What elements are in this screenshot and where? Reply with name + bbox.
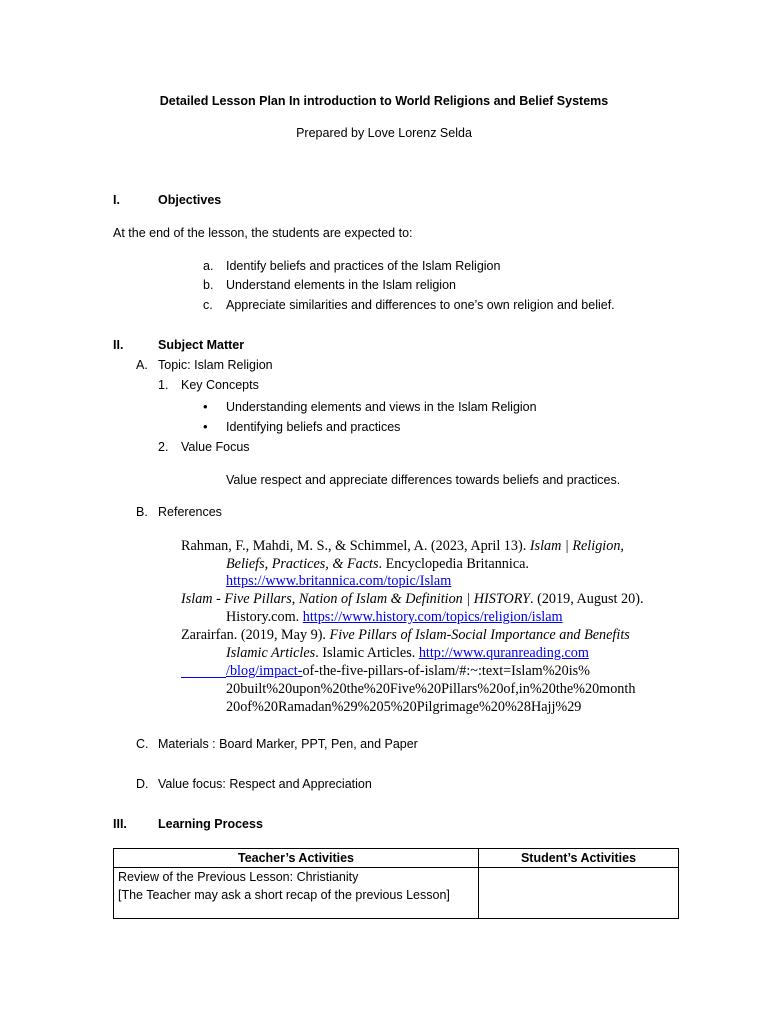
reference-2-line-2: History.com. https://www.history.com/topics/religion/islam bbox=[226, 609, 563, 625]
reference-1-line-2: Beliefs, Practices, & Facts. Encyclopedia Britannica. bbox=[226, 556, 529, 572]
objective-item: Understand elements in the Islam religion bbox=[226, 278, 456, 292]
section-number-objectives: I. bbox=[113, 193, 120, 207]
key-concepts-marker: 1. bbox=[158, 378, 169, 392]
materials: Materials : Board Marker, PPT, Pen, and Paper bbox=[158, 737, 418, 751]
section-number-subject-matter: II. bbox=[113, 338, 124, 352]
value-focus-d-marker: D. bbox=[136, 777, 149, 791]
reference-2-link[interactable]: https://www.history.com/topics/religion/islam bbox=[302, 609, 563, 625]
section-number-learning-process: III. bbox=[113, 817, 127, 831]
reference-1-line-1: Rahman, F., Mahdi, M. S., & Schimmel, A. (2023, April 13). Islam | Religion, bbox=[181, 538, 624, 554]
key-concept-item: Identifying beliefs and practices bbox=[226, 420, 401, 434]
section-heading-subject-matter: Subject Matter bbox=[158, 338, 245, 352]
document-title: Detailed Lesson Plan In introduction to World Religions and Belief Systems bbox=[159, 94, 609, 108]
teacher-activity-cell bbox=[114, 868, 479, 919]
student-activities-header: Student’s Activities bbox=[479, 849, 679, 868]
table-header-row bbox=[114, 849, 679, 868]
key-concept-item: Understanding elements and views in the Islam Religion bbox=[226, 400, 537, 414]
teacher-activity-line: [The Teacher may ask a short recap of the previous Lesson] bbox=[118, 888, 450, 902]
objective-marker: c. bbox=[203, 298, 213, 312]
table-row bbox=[114, 868, 679, 919]
topic: Topic: Islam Religion bbox=[158, 358, 273, 372]
reference-3-link[interactable]: http://www.quranreading.com bbox=[418, 645, 589, 661]
reference-3-line-4: 20built%20upon%20the%20Five%20Pillars%20of,in%20the%20month bbox=[226, 681, 636, 697]
objective-marker: b. bbox=[203, 278, 214, 292]
reference-3-line-5: 20of%20Ramadan%29%205%20Pilgrimage%20%28Hajj%29 bbox=[226, 699, 582, 715]
bullet-icon: • bbox=[203, 419, 208, 434]
references-label: References bbox=[158, 505, 222, 519]
reference-1-link[interactable]: https://www.britannica.com/topic/Islam bbox=[226, 573, 452, 589]
reference-2-line-1: Islam - Five Pillars, Nation of Islam & Definition | HISTORY. (2019, August 20). bbox=[181, 591, 644, 607]
objective-item: Identify beliefs and practices of the Islam Religion bbox=[226, 259, 501, 273]
objective-item: Appreciate similarities and differences to one’s own religion and belief. bbox=[226, 298, 615, 312]
value-focus-text: Value respect and appreciate differences towards beliefs and practices. bbox=[226, 473, 621, 487]
section-heading-objectives: Objectives bbox=[158, 193, 222, 207]
reference-3-line-1: Zarairfan. (2019, May 9). Five Pillars of Islam-Social Importance and Benefits bbox=[181, 627, 630, 643]
link-underline bbox=[181, 663, 226, 678]
prepared-by: Prepared by Love Lorenz Selda bbox=[296, 126, 472, 140]
learning-process-table bbox=[113, 848, 679, 919]
teacher-activities-header: Teacher’s Activities bbox=[114, 849, 479, 868]
student-activity-cell bbox=[479, 868, 679, 919]
references-marker: B. bbox=[136, 505, 148, 519]
section-heading-learning-process: Learning Process bbox=[158, 817, 263, 831]
reference-3-line-2: Islamic Articles. Islamic Articles. http://www.quranreading.com bbox=[226, 645, 589, 661]
teacher-activity-line: Review of the Previous Lesson: Christianity bbox=[118, 870, 359, 884]
topic-marker: A. bbox=[136, 358, 148, 372]
objectives-intro: At the end of the lesson, the students are expected to: bbox=[113, 226, 413, 240]
materials-marker: C. bbox=[136, 737, 149, 751]
bullet-icon: • bbox=[203, 399, 208, 414]
objective-marker: a. bbox=[203, 259, 214, 273]
reference-3-link-continued[interactable]: /blog/impact- bbox=[226, 663, 303, 679]
value-focus-d: Value focus: Respect and Appreciation bbox=[158, 777, 372, 791]
reference-3-line-3: /blog/impact-of-the-five-pillars-of-islam/#:~:text=Islam%20is% bbox=[181, 663, 590, 680]
value-focus-marker: 2. bbox=[158, 440, 169, 454]
value-focus-label: Value Focus bbox=[181, 440, 250, 454]
key-concepts-label: Key Concepts bbox=[181, 378, 259, 392]
